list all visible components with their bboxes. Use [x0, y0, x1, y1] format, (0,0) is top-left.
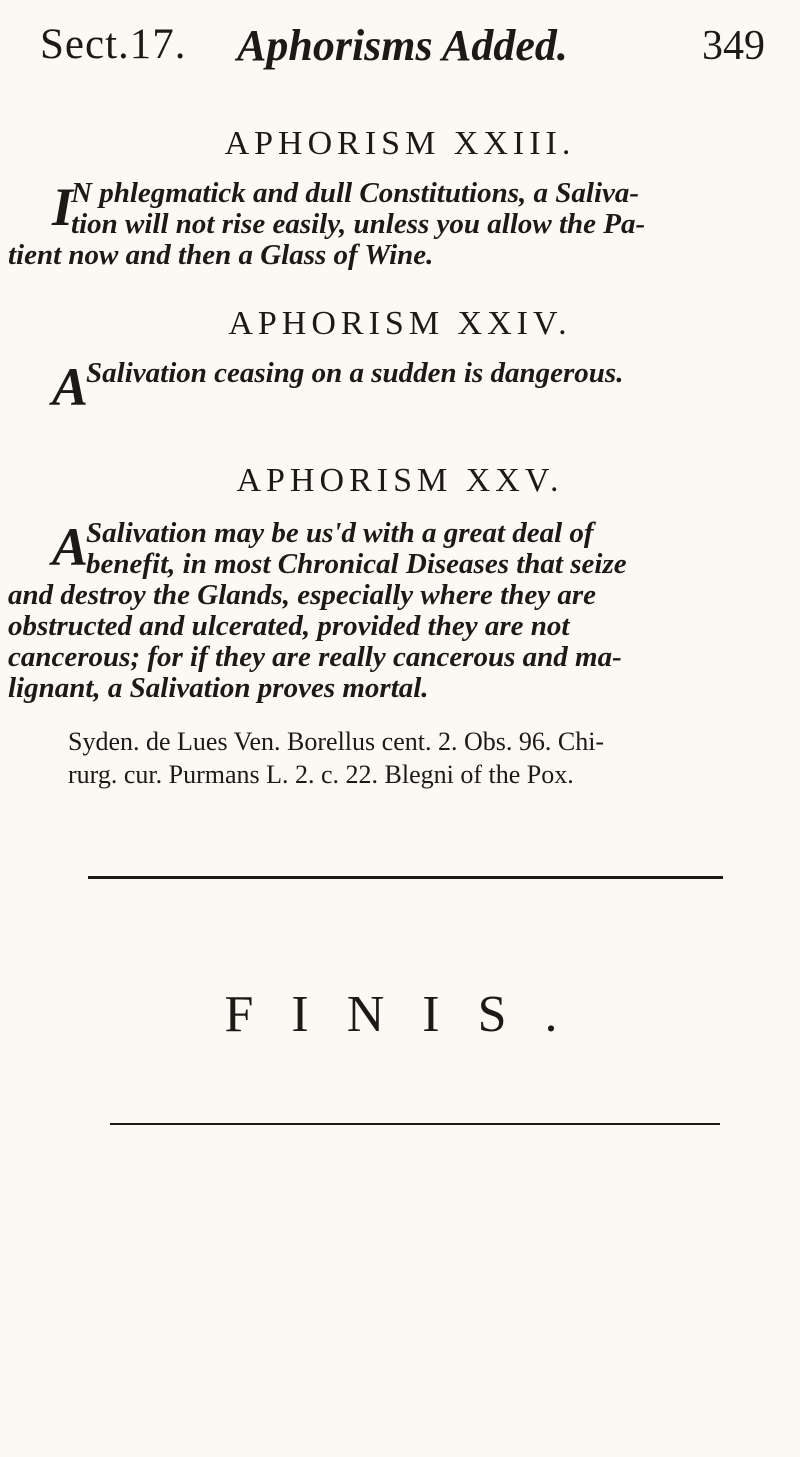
initial-letter: I	[52, 177, 74, 237]
running-head	[40, 20, 765, 80]
text-line: benefit, in most Chronical Diseases that seize	[86, 548, 627, 580]
text-line: N phlegmatick and dull Constitutions, a Saliva-	[71, 177, 640, 209]
text-line: cancerous; for if they are really cancerous and ma-	[8, 641, 622, 673]
aphorism-text	[8, 517, 750, 704]
finis: FINIS.	[224, 986, 596, 1043]
initial-letter: A	[52, 357, 89, 417]
aphorism-heading: APHORISM XXV.	[236, 462, 564, 499]
reference-line: Syden. de Lues Ven. Borellus cent. 2. Obs. 96. Chi-	[68, 727, 605, 756]
text-line: Salivation may be us'd with a great deal of	[86, 517, 594, 549]
aphorism-heading: APHORISM XXIII.	[224, 125, 576, 162]
text-line: obstructed and ulcerated, provided they are not	[8, 610, 570, 642]
initial-letter: A	[52, 517, 89, 577]
divider-rule	[110, 1123, 720, 1125]
section-number: Sect.17.	[40, 21, 187, 68]
page-number: 349	[702, 23, 765, 69]
aphorism-heading: APHORISM XXIV.	[228, 305, 572, 342]
aphorism-text	[8, 177, 750, 271]
references	[68, 725, 758, 791]
aphorism-text	[52, 357, 750, 417]
text-line: Salivation ceasing on a sudden is dangerous.	[86, 357, 624, 389]
reference-line: rurg. cur. Purmans L. 2. c. 22. Blegni of the Pox.	[68, 760, 574, 789]
text-line: tient now and then a Glass of Wine.	[8, 239, 434, 271]
running-title: Aphorisms Added.	[237, 21, 568, 70]
text-line: and destroy the Glands, especially where they are	[8, 579, 597, 611]
text-line: tion will not rise easily, unless you allow the Pa-	[71, 208, 646, 240]
divider-rule	[88, 876, 723, 879]
text-line: lignant, a Salivation proves mortal.	[8, 672, 429, 704]
